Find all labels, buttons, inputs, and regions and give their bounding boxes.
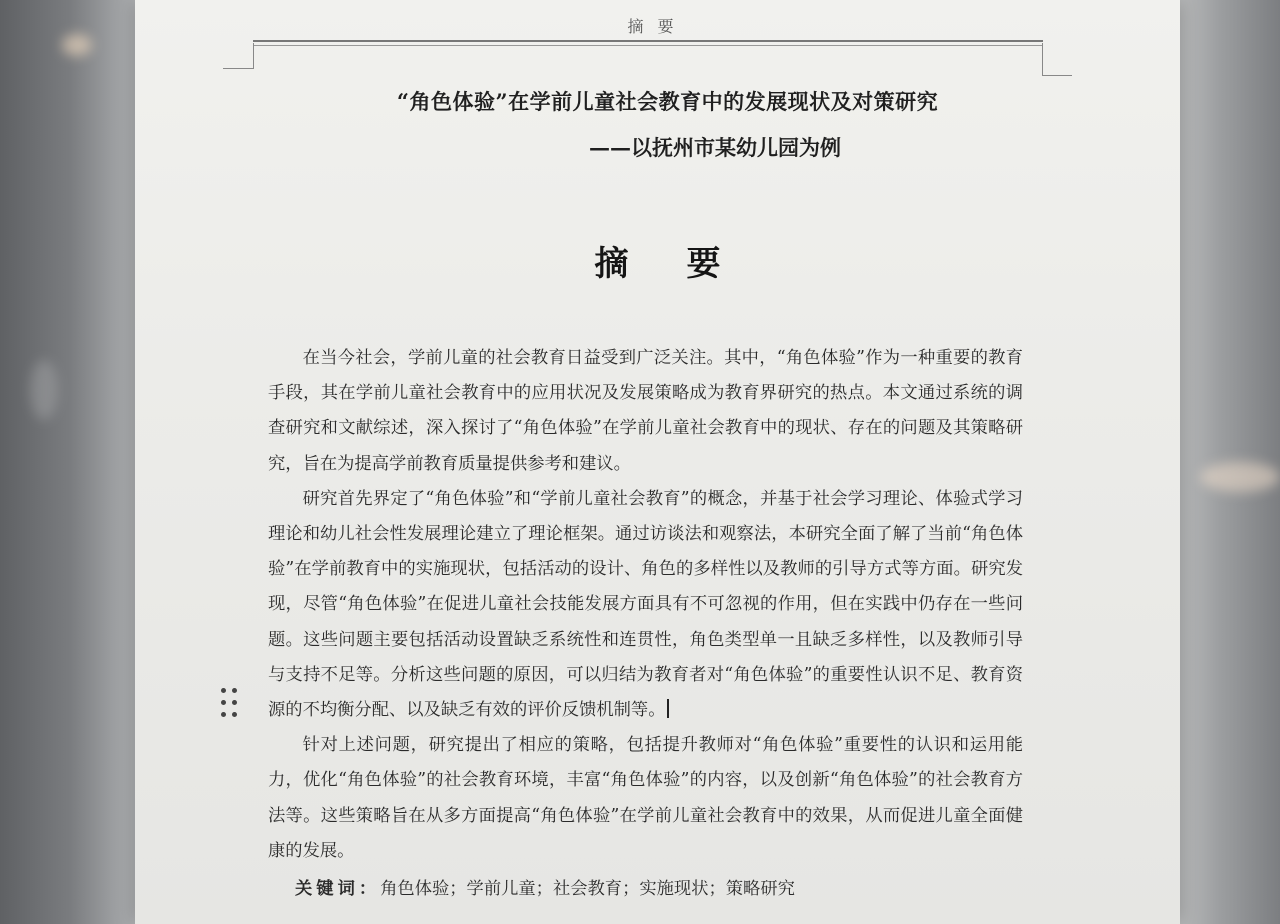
paragraph[interactable] bbox=[268, 482, 1023, 728]
screen-glare bbox=[1200, 462, 1280, 492]
paragraph[interactable]: 针对上述问题，研究提出了相应的策略，包括提升教师对“角色体验”重要性的认识和运用能力，优化“角色体验”的社会教育环境，丰富“角色体验”的内容，以及创新“角色体验”的社会教育方法等。这些策略旨在从多方面提高“角色体验”在学前儿童社会教育中的效果，从而促进儿童全面健康的发展。 bbox=[268, 735, 1023, 861]
drag-dot bbox=[221, 700, 226, 705]
drag-dot bbox=[232, 712, 237, 717]
abstract-heading: 摘要 bbox=[594, 244, 779, 284]
document-page[interactable] bbox=[135, 0, 1180, 924]
paper-title: “角色体验”在学前儿童社会教育中的发展现状及对策研究 bbox=[396, 89, 939, 114]
drag-handle-icon[interactable] bbox=[221, 688, 239, 718]
running-header: 摘要 bbox=[627, 17, 688, 36]
drag-dot bbox=[232, 688, 237, 693]
drag-dot bbox=[221, 688, 226, 693]
margin-marker bbox=[1042, 43, 1043, 75]
paragraph-text[interactable]: 研究首先界定了“角色体验”和“学前儿童社会教育”的概念，并基于社会学习理论、体验式学习理论和幼儿社会性发展理论建立了理论框架。通过访谈法和观察法，本研究全面了解了当前“角色体验”在学前教育中的实施现状，包括活动的设计、角色的多样性以及教师的引导方式等方面。研究发现，尽管“角色体验”在促进儿童社会技能发展方面具有不可忽视的作用，但在实践中仍存在一些问题。这些问题主要包括活动设置缺乏系统性和连贯性，角色类型单一且缺乏多样性，以及教师引导与支持不足等。分析这些问题的原因，可以归结为教育者对“角色体验”的重要性认识不足、教育资源的不均衡分配、以及缺乏有效的评价反馈机制等。 bbox=[268, 488, 1023, 721]
paragraph[interactable]: 在当今社会，学前儿童的社会教育日益受到广泛关注。其中，“角色体验”作为一种重要的教育手段，其在学前儿童社会教育中的应用状况及发展策略成为教育界研究的热点。本文通过系统的调查研究和文献综述，深入探讨了“角色体验”在学前儿童社会教育中的现状、存在的问题及其策略研究，旨在为提高学前教育质量提供参考和建议。 bbox=[268, 348, 1023, 474]
keywords-text[interactable]: 角色体验；学前儿童；社会教育；实施现状；策略研究 bbox=[380, 879, 795, 899]
screen-glare bbox=[62, 34, 92, 56]
paper-subtitle: ——以抚州市某幼儿园为例 bbox=[589, 135, 841, 160]
text-cursor bbox=[667, 699, 669, 718]
drag-dot bbox=[232, 700, 237, 705]
keywords-label: 关键词： bbox=[295, 879, 381, 899]
abstract-body[interactable] bbox=[268, 341, 1023, 869]
margin-marker bbox=[223, 68, 254, 69]
header-rule bbox=[253, 40, 1043, 46]
keywords-line[interactable] bbox=[295, 874, 795, 899]
screen-glare bbox=[30, 360, 58, 420]
margin-marker bbox=[1042, 75, 1072, 76]
drag-dot bbox=[221, 712, 226, 717]
margin-marker bbox=[253, 43, 254, 69]
